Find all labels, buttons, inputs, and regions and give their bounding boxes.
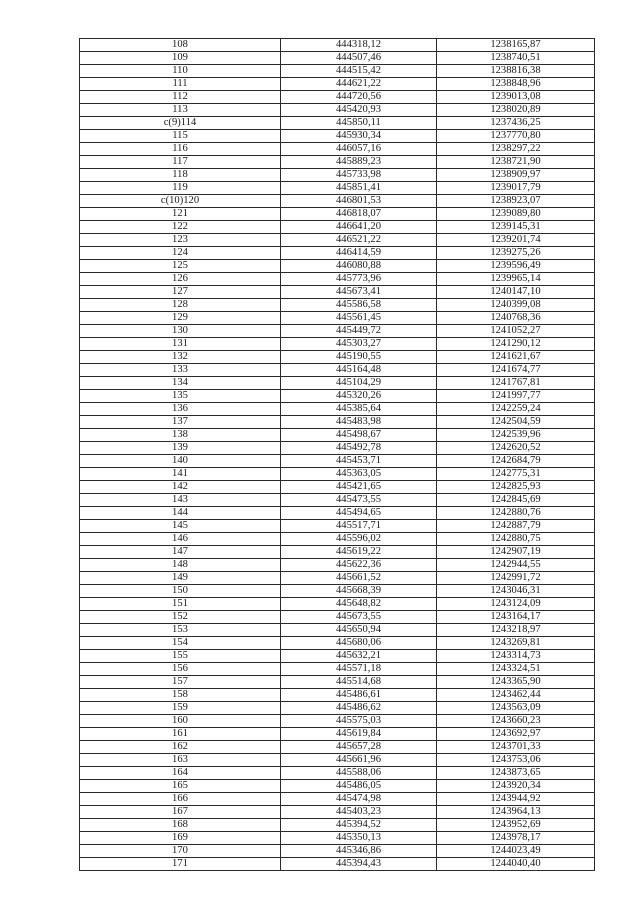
- y-coordinate-cell: 1243462,44: [437, 689, 595, 702]
- table-row: [80, 546, 595, 559]
- table-row: [80, 104, 595, 117]
- point-number-cell: 133: [80, 364, 281, 377]
- x-coordinate-cell: 445320,26: [281, 390, 437, 403]
- y-coordinate-cell: 1240399,08: [437, 299, 595, 312]
- x-coordinate-cell: 445449,72: [281, 325, 437, 338]
- x-coordinate-cell: 445622,36: [281, 559, 437, 572]
- table-row: [80, 117, 595, 130]
- x-coordinate-cell: 445673,41: [281, 286, 437, 299]
- table-row: [80, 572, 595, 585]
- point-number-cell: 171: [80, 858, 281, 871]
- y-coordinate-cell: 1243324,51: [437, 663, 595, 676]
- y-coordinate-cell: 1243873,65: [437, 767, 595, 780]
- point-number-cell: 148: [80, 559, 281, 572]
- x-coordinate-cell: 445632,21: [281, 650, 437, 663]
- table-row: [80, 39, 595, 52]
- y-coordinate-cell: 1239596,49: [437, 260, 595, 273]
- table-row: [80, 689, 595, 702]
- x-coordinate-cell: 444507,46: [281, 52, 437, 65]
- point-number-cell: c(10)120: [80, 195, 281, 208]
- x-coordinate-cell: 444515,42: [281, 65, 437, 78]
- x-coordinate-cell: 445571,18: [281, 663, 437, 676]
- point-number-cell: 144: [80, 507, 281, 520]
- x-coordinate-cell: 445561,45: [281, 312, 437, 325]
- x-coordinate-cell: 445420,93: [281, 104, 437, 117]
- point-number-cell: 122: [80, 221, 281, 234]
- table-row: [80, 325, 595, 338]
- point-number-cell: 169: [80, 832, 281, 845]
- x-coordinate-cell: 446641,20: [281, 221, 437, 234]
- x-coordinate-cell: 445483,98: [281, 416, 437, 429]
- y-coordinate-cell: 1239017,79: [437, 182, 595, 195]
- table-row: [80, 377, 595, 390]
- x-coordinate-cell: 445680,06: [281, 637, 437, 650]
- y-coordinate-cell: 1242880,76: [437, 507, 595, 520]
- x-coordinate-cell: 445650,94: [281, 624, 437, 637]
- y-coordinate-cell: 1242775,31: [437, 468, 595, 481]
- point-number-cell: 156: [80, 663, 281, 676]
- x-coordinate-cell: 445586,58: [281, 299, 437, 312]
- x-coordinate-cell: 445514,68: [281, 676, 437, 689]
- point-number-cell: 162: [80, 741, 281, 754]
- x-coordinate-cell: 445498,67: [281, 429, 437, 442]
- x-coordinate-cell: 445350,13: [281, 832, 437, 845]
- y-coordinate-cell: 1244023,49: [437, 845, 595, 858]
- y-coordinate-cell: 1238740,51: [437, 52, 595, 65]
- table-row: [80, 273, 595, 286]
- x-coordinate-cell: 445473,55: [281, 494, 437, 507]
- table-row: [80, 221, 595, 234]
- table-row: [80, 559, 595, 572]
- table-row: [80, 234, 595, 247]
- x-coordinate-cell: 446414,59: [281, 247, 437, 260]
- x-coordinate-cell: 445474,98: [281, 793, 437, 806]
- y-coordinate-cell: 1242880,75: [437, 533, 595, 546]
- x-coordinate-cell: 445889,23: [281, 156, 437, 169]
- point-number-cell: 127: [80, 286, 281, 299]
- y-coordinate-cell: 1243563,09: [437, 702, 595, 715]
- coordinates-table: [79, 38, 595, 871]
- y-coordinate-cell: 1243920,34: [437, 780, 595, 793]
- y-coordinate-cell: 1238848,96: [437, 78, 595, 91]
- table-row: [80, 169, 595, 182]
- y-coordinate-cell: 1241674,77: [437, 364, 595, 377]
- x-coordinate-cell: 444621,22: [281, 78, 437, 91]
- y-coordinate-cell: 1242539,96: [437, 429, 595, 442]
- y-coordinate-cell: 1241997,77: [437, 390, 595, 403]
- table-row: [80, 481, 595, 494]
- x-coordinate-cell: 445619,22: [281, 546, 437, 559]
- x-coordinate-cell: 446057,16: [281, 143, 437, 156]
- y-coordinate-cell: 1239145,31: [437, 221, 595, 234]
- x-coordinate-cell: 444720,56: [281, 91, 437, 104]
- point-number-cell: 143: [80, 494, 281, 507]
- y-coordinate-cell: 1242907,19: [437, 546, 595, 559]
- point-number-cell: 153: [80, 624, 281, 637]
- table-row: [80, 741, 595, 754]
- point-number-cell: 110: [80, 65, 281, 78]
- table-row: [80, 819, 595, 832]
- point-number-cell: 109: [80, 52, 281, 65]
- table-row: [80, 637, 595, 650]
- table-row: [80, 858, 595, 871]
- point-number-cell: 152: [80, 611, 281, 624]
- point-number-cell: 142: [80, 481, 281, 494]
- point-number-cell: 111: [80, 78, 281, 91]
- table-row: [80, 494, 595, 507]
- table-row: [80, 702, 595, 715]
- x-coordinate-cell: 445673,55: [281, 611, 437, 624]
- point-number-cell: 145: [80, 520, 281, 533]
- x-coordinate-cell: 445492,78: [281, 442, 437, 455]
- table-row: [80, 767, 595, 780]
- y-coordinate-cell: 1244040,40: [437, 858, 595, 871]
- point-number-cell: 163: [80, 754, 281, 767]
- table-row: [80, 728, 595, 741]
- y-coordinate-cell: 1241767,81: [437, 377, 595, 390]
- y-coordinate-cell: 1243046,31: [437, 585, 595, 598]
- y-coordinate-cell: 1239275,26: [437, 247, 595, 260]
- x-coordinate-cell: 445453,71: [281, 455, 437, 468]
- table-row: [80, 429, 595, 442]
- y-coordinate-cell: 1237436,25: [437, 117, 595, 130]
- point-number-cell: 147: [80, 546, 281, 559]
- point-number-cell: 126: [80, 273, 281, 286]
- point-number-cell: 125: [80, 260, 281, 273]
- table-row: [80, 182, 595, 195]
- table-row: [80, 312, 595, 325]
- table-row: [80, 208, 595, 221]
- point-number-cell: 141: [80, 468, 281, 481]
- point-number-cell: 123: [80, 234, 281, 247]
- y-coordinate-cell: 1243218,97: [437, 624, 595, 637]
- table-row: [80, 156, 595, 169]
- point-number-cell: 151: [80, 598, 281, 611]
- table-row: [80, 91, 595, 104]
- x-coordinate-cell: 445394,43: [281, 858, 437, 871]
- table-row: [80, 390, 595, 403]
- point-number-cell: 161: [80, 728, 281, 741]
- point-number-cell: 167: [80, 806, 281, 819]
- table-row: [80, 403, 595, 416]
- x-coordinate-cell: 445190,55: [281, 351, 437, 364]
- table-row: [80, 832, 595, 845]
- x-coordinate-cell: 445648,82: [281, 598, 437, 611]
- x-coordinate-cell: 445494,65: [281, 507, 437, 520]
- x-coordinate-cell: 445363,05: [281, 468, 437, 481]
- x-coordinate-cell: 445394,52: [281, 819, 437, 832]
- x-coordinate-cell: 445661,52: [281, 572, 437, 585]
- point-number-cell: 164: [80, 767, 281, 780]
- y-coordinate-cell: 1243365,90: [437, 676, 595, 689]
- y-coordinate-cell: 1243753,06: [437, 754, 595, 767]
- x-coordinate-cell: 446521,22: [281, 234, 437, 247]
- y-coordinate-cell: 1242620,52: [437, 442, 595, 455]
- y-coordinate-cell: 1241052,27: [437, 325, 595, 338]
- point-number-cell: 134: [80, 377, 281, 390]
- point-number-cell: 117: [80, 156, 281, 169]
- point-number-cell: 118: [80, 169, 281, 182]
- coordinates-table-body: [80, 39, 595, 871]
- point-number-cell: 146: [80, 533, 281, 546]
- y-coordinate-cell: 1239013,08: [437, 91, 595, 104]
- point-number-cell: 132: [80, 351, 281, 364]
- table-row: [80, 611, 595, 624]
- x-coordinate-cell: 445657,28: [281, 741, 437, 754]
- point-number-cell: 136: [80, 403, 281, 416]
- x-coordinate-cell: 445486,61: [281, 689, 437, 702]
- x-coordinate-cell: 445303,27: [281, 338, 437, 351]
- table-row: [80, 78, 595, 91]
- table-row: [80, 520, 595, 533]
- x-coordinate-cell: 445661,96: [281, 754, 437, 767]
- table-row: [80, 754, 595, 767]
- table-row: [80, 676, 595, 689]
- x-coordinate-cell: 445596,02: [281, 533, 437, 546]
- x-coordinate-cell: 445668,39: [281, 585, 437, 598]
- y-coordinate-cell: 1243660,23: [437, 715, 595, 728]
- y-coordinate-cell: 1237770,80: [437, 130, 595, 143]
- point-number-cell: 140: [80, 455, 281, 468]
- x-coordinate-cell: 445773,96: [281, 273, 437, 286]
- table-row: [80, 455, 595, 468]
- table-row: [80, 416, 595, 429]
- table-row: [80, 351, 595, 364]
- point-number-cell: 137: [80, 416, 281, 429]
- point-number-cell: 139: [80, 442, 281, 455]
- point-number-cell: 168: [80, 819, 281, 832]
- x-coordinate-cell: 445421,65: [281, 481, 437, 494]
- table-row: [80, 806, 595, 819]
- x-coordinate-cell: 446818,07: [281, 208, 437, 221]
- point-number-cell: 119: [80, 182, 281, 195]
- y-coordinate-cell: 1242887,79: [437, 520, 595, 533]
- point-number-cell: c(9)114: [80, 117, 281, 130]
- table-row: [80, 533, 595, 546]
- point-number-cell: 112: [80, 91, 281, 104]
- table-row: [80, 650, 595, 663]
- y-coordinate-cell: 1243164,17: [437, 611, 595, 624]
- x-coordinate-cell: 445850,11: [281, 117, 437, 130]
- x-coordinate-cell: 445486,62: [281, 702, 437, 715]
- point-number-cell: 166: [80, 793, 281, 806]
- x-coordinate-cell: 445403,23: [281, 806, 437, 819]
- point-number-cell: 159: [80, 702, 281, 715]
- y-coordinate-cell: 1243964,13: [437, 806, 595, 819]
- x-coordinate-cell: 445164,48: [281, 364, 437, 377]
- table-row: [80, 468, 595, 481]
- table-row: [80, 195, 595, 208]
- point-number-cell: 149: [80, 572, 281, 585]
- table-row: [80, 793, 595, 806]
- x-coordinate-cell: 445486,05: [281, 780, 437, 793]
- table-row: [80, 845, 595, 858]
- point-number-cell: 135: [80, 390, 281, 403]
- y-coordinate-cell: 1239965,14: [437, 273, 595, 286]
- x-coordinate-cell: 445930,34: [281, 130, 437, 143]
- point-number-cell: 157: [80, 676, 281, 689]
- point-number-cell: 158: [80, 689, 281, 702]
- y-coordinate-cell: 1243701,33: [437, 741, 595, 754]
- y-coordinate-cell: 1242259,24: [437, 403, 595, 416]
- point-number-cell: 129: [80, 312, 281, 325]
- y-coordinate-cell: 1242684,79: [437, 455, 595, 468]
- x-coordinate-cell: 445104,29: [281, 377, 437, 390]
- x-coordinate-cell: 445385,64: [281, 403, 437, 416]
- y-coordinate-cell: 1243978,17: [437, 832, 595, 845]
- x-coordinate-cell: 445517,71: [281, 520, 437, 533]
- table-row: [80, 442, 595, 455]
- x-coordinate-cell: 445733,98: [281, 169, 437, 182]
- y-coordinate-cell: 1242504,59: [437, 416, 595, 429]
- y-coordinate-cell: 1238816,38: [437, 65, 595, 78]
- y-coordinate-cell: 1241621,67: [437, 351, 595, 364]
- y-coordinate-cell: 1240147,10: [437, 286, 595, 299]
- point-number-cell: 155: [80, 650, 281, 663]
- point-number-cell: 170: [80, 845, 281, 858]
- table-row: [80, 65, 595, 78]
- y-coordinate-cell: 1243124,09: [437, 598, 595, 611]
- x-coordinate-cell: 446080,88: [281, 260, 437, 273]
- x-coordinate-cell: 445346,86: [281, 845, 437, 858]
- table-row: [80, 52, 595, 65]
- table-row: [80, 338, 595, 351]
- table-row: [80, 364, 595, 377]
- point-number-cell: 130: [80, 325, 281, 338]
- y-coordinate-cell: 1238297,22: [437, 143, 595, 156]
- table-row: [80, 247, 595, 260]
- y-coordinate-cell: 1242944,55: [437, 559, 595, 572]
- table-row: [80, 299, 595, 312]
- y-coordinate-cell: 1238020,89: [437, 104, 595, 117]
- table-row: [80, 286, 595, 299]
- y-coordinate-cell: 1243952,69: [437, 819, 595, 832]
- y-coordinate-cell: 1242825,93: [437, 481, 595, 494]
- x-coordinate-cell: 445851,41: [281, 182, 437, 195]
- table-row: [80, 260, 595, 273]
- y-coordinate-cell: 1241290,12: [437, 338, 595, 351]
- point-number-cell: 115: [80, 130, 281, 143]
- point-number-cell: 138: [80, 429, 281, 442]
- x-coordinate-cell: 445588,06: [281, 767, 437, 780]
- point-number-cell: 124: [80, 247, 281, 260]
- y-coordinate-cell: 1242991,72: [437, 572, 595, 585]
- point-number-cell: 160: [80, 715, 281, 728]
- y-coordinate-cell: 1243269,81: [437, 637, 595, 650]
- y-coordinate-cell: 1243692,97: [437, 728, 595, 741]
- table-row: [80, 624, 595, 637]
- table-row: [80, 130, 595, 143]
- table-row: [80, 507, 595, 520]
- table-row: [80, 780, 595, 793]
- table-row: [80, 598, 595, 611]
- y-coordinate-cell: 1238909,97: [437, 169, 595, 182]
- table-row: [80, 585, 595, 598]
- point-number-cell: 121: [80, 208, 281, 221]
- x-coordinate-cell: 445619,84: [281, 728, 437, 741]
- x-coordinate-cell: 444318,12: [281, 39, 437, 52]
- y-coordinate-cell: 1238165,87: [437, 39, 595, 52]
- x-coordinate-cell: 445575,03: [281, 715, 437, 728]
- point-number-cell: 116: [80, 143, 281, 156]
- table-row: [80, 663, 595, 676]
- y-coordinate-cell: 1243944,92: [437, 793, 595, 806]
- y-coordinate-cell: 1242845,69: [437, 494, 595, 507]
- y-coordinate-cell: 1238721,90: [437, 156, 595, 169]
- x-coordinate-cell: 446801,53: [281, 195, 437, 208]
- point-number-cell: 154: [80, 637, 281, 650]
- y-coordinate-cell: 1243314,73: [437, 650, 595, 663]
- point-number-cell: 128: [80, 299, 281, 312]
- y-coordinate-cell: 1239201,74: [437, 234, 595, 247]
- point-number-cell: 165: [80, 780, 281, 793]
- y-coordinate-cell: 1239089,80: [437, 208, 595, 221]
- point-number-cell: 108: [80, 39, 281, 52]
- y-coordinate-cell: 1238923,07: [437, 195, 595, 208]
- point-number-cell: 113: [80, 104, 281, 117]
- table-row: [80, 715, 595, 728]
- y-coordinate-cell: 1240768,36: [437, 312, 595, 325]
- point-number-cell: 131: [80, 338, 281, 351]
- table-row: [80, 143, 595, 156]
- point-number-cell: 150: [80, 585, 281, 598]
